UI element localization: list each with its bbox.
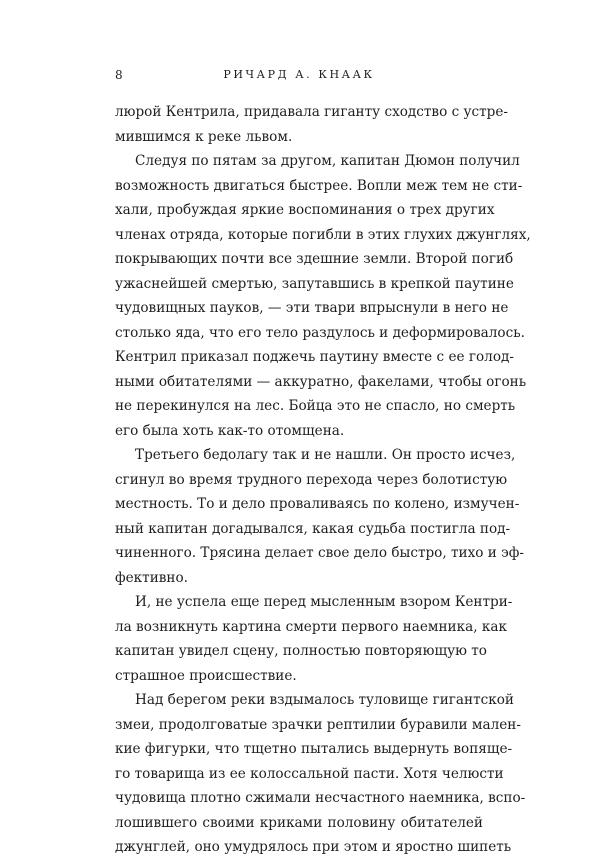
text-line: не перекинулся на лес. Бойца это не спасло, но смерть [115, 398, 516, 414]
text-line: лошившего своими криками половину обитателей [115, 814, 483, 831]
text-line: чиненного. Трясина делает свое дело быстро, тихо и эф- [115, 545, 524, 561]
text-line: джунглей, оно умудрялось при этом и яростно шипеть [115, 839, 512, 855]
text-line: хали, пробуждая яркие воспоминания о трех других [115, 202, 495, 218]
text-line: змеи, продолговатые зрачки рептилии буравили мален- [115, 716, 521, 733]
running-title: РИЧАРД А. КНААК [223, 68, 375, 81]
text-line: ужаснейшей смертью, запутавшись в крепкой паутине [115, 275, 514, 292]
text-line: его была хоть как-то отомщена. [115, 422, 345, 439]
paragraph [115, 149, 531, 443]
text-line: сгинул во время трудного перехода через болотистую [115, 471, 508, 488]
text-line: Третьего бедолагу так и не нашли. Он просто исчез, [135, 447, 516, 463]
text-line: столько яда, что его тело раздулось и деформировалось. [115, 324, 525, 341]
paragraph [115, 688, 526, 860]
paragraph [115, 100, 508, 149]
text-line: возможность двигаться быстрее. Вопли меж тем не сти- [115, 177, 523, 194]
text-line: фективно. [115, 569, 188, 586]
text-line: ный капитан догадывался, какая судьба постигла под- [115, 520, 511, 537]
text-line: И, не успела еще перед мысленным взором Кентри- [135, 594, 513, 610]
paragraph [115, 443, 524, 590]
text-line: мившимся к реке львом. [115, 128, 293, 145]
text-line: ными обитателями — аккуратно, факелами, чтобы огонь [115, 373, 527, 390]
text-line: чудовища плотно сжимали несчастного наемника, вспо- [115, 790, 526, 806]
text-line: люрой Кентрила, придавала гиганту сходство с устре- [115, 104, 508, 120]
text-line: Кентрил приказал поджечь паутину вместе с ее голод- [115, 349, 514, 365]
text-line: го товарища из ее колоссальной пасти. Хотя челюсти [115, 765, 504, 782]
page-number: 8 [115, 68, 123, 82]
text-line: кие фигурки, что тщетно пытались выдернуть вопяще- [115, 741, 513, 757]
text-line: покрывающих почти все здешние земли. Второй погиб [115, 251, 514, 267]
text-line: ла возникнуть картина смерти первого наемника, как [115, 618, 507, 635]
page-header [115, 66, 483, 84]
text-line: Над берегом реки вздымалось туловище гигантской [135, 692, 514, 708]
text-line: Следуя по пятам за другом, капитан Дюмон получил [135, 153, 520, 169]
text-line: страшное происшествие. [115, 667, 297, 684]
text-line: местность. То и дело проваливаясь по колено, измучен- [115, 496, 520, 512]
text-line: чудовищных пауков, — эти твари впрыснули в него не [115, 300, 509, 316]
paragraph [115, 590, 513, 688]
text-line: капитан увидел сцену, полностью повторяющую то [115, 643, 487, 659]
text-line: членах отряда, которые погибли в этих глухих джунглях, [115, 226, 531, 243]
body-text [115, 100, 531, 860]
